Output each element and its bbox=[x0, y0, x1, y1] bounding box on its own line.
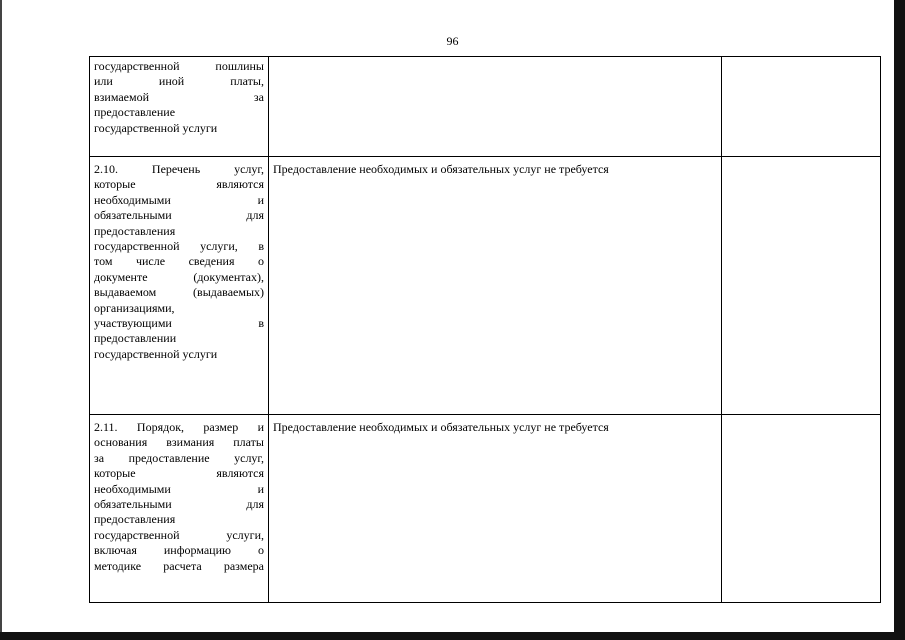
row-title-line: за предоставление услуг, bbox=[94, 450, 264, 465]
row-content-cell bbox=[269, 57, 722, 157]
row-title-line: которые являются bbox=[94, 177, 264, 192]
row-title-line: необходимыми и bbox=[94, 192, 264, 207]
row-title-line: документе (документах), bbox=[94, 269, 264, 284]
row-title-line: методике расчета размера bbox=[94, 558, 264, 573]
row-title-cell bbox=[90, 157, 269, 415]
row-title-line: предоставлении bbox=[94, 331, 177, 346]
row-title-line: предоставление bbox=[94, 105, 176, 120]
row-title-line: обязательными для bbox=[94, 497, 264, 512]
row-title-line: государственной пошлины bbox=[94, 59, 264, 73]
row-note-cell bbox=[722, 415, 881, 603]
row-title-line: которые являются bbox=[94, 466, 264, 481]
row-content-cell: Предоставление необходимых и обязательных услуг не требуется bbox=[269, 157, 722, 415]
row-title-line: выдаваемом (выдаваемых) bbox=[94, 285, 264, 300]
row-title-line: организациями, bbox=[94, 300, 175, 315]
row-title-line: том числе сведения о bbox=[94, 254, 264, 269]
row-title-line: участвующими в bbox=[94, 316, 264, 331]
row-title-line: государственной услуги bbox=[94, 120, 218, 135]
row-title-line: государственной услуги bbox=[94, 346, 218, 361]
row-note-cell bbox=[722, 57, 881, 157]
row-title-line: 2.11. Порядок, размер и bbox=[94, 420, 264, 434]
scan-edge-bottom bbox=[0, 632, 905, 640]
row-title-line: государственной услуги, в bbox=[94, 239, 264, 254]
row-content-cell: Предоставление необходимых и обязательных услуг не требуется bbox=[269, 415, 722, 603]
row-title-line: предоставления bbox=[94, 223, 176, 238]
scan-edge-left bbox=[0, 0, 2, 640]
row-title-line: включая информацию о bbox=[94, 543, 264, 558]
document-table bbox=[89, 56, 881, 603]
table-row bbox=[90, 157, 881, 415]
row-title-line: 2.10. Перечень услуг, bbox=[94, 162, 264, 176]
table-row bbox=[90, 415, 881, 603]
table-row bbox=[90, 57, 881, 157]
row-title-line: или иной платы, bbox=[94, 74, 264, 89]
row-title-line: государственной услуги, bbox=[94, 527, 264, 542]
row-title-line: обязательными для bbox=[94, 208, 264, 223]
page-number: 96 bbox=[446, 34, 459, 48]
document-table-body bbox=[90, 57, 881, 603]
row-title-line: предоставления bbox=[94, 512, 176, 527]
row-title-line: взимаемой за bbox=[94, 89, 264, 104]
row-title-cell bbox=[90, 415, 269, 603]
scan-edge-right bbox=[894, 0, 905, 640]
row-note-cell bbox=[722, 157, 881, 415]
row-title-line: основания взимания платы bbox=[94, 435, 264, 450]
row-title-line: необходимыми и bbox=[94, 481, 264, 496]
row-title-cell bbox=[90, 57, 269, 157]
